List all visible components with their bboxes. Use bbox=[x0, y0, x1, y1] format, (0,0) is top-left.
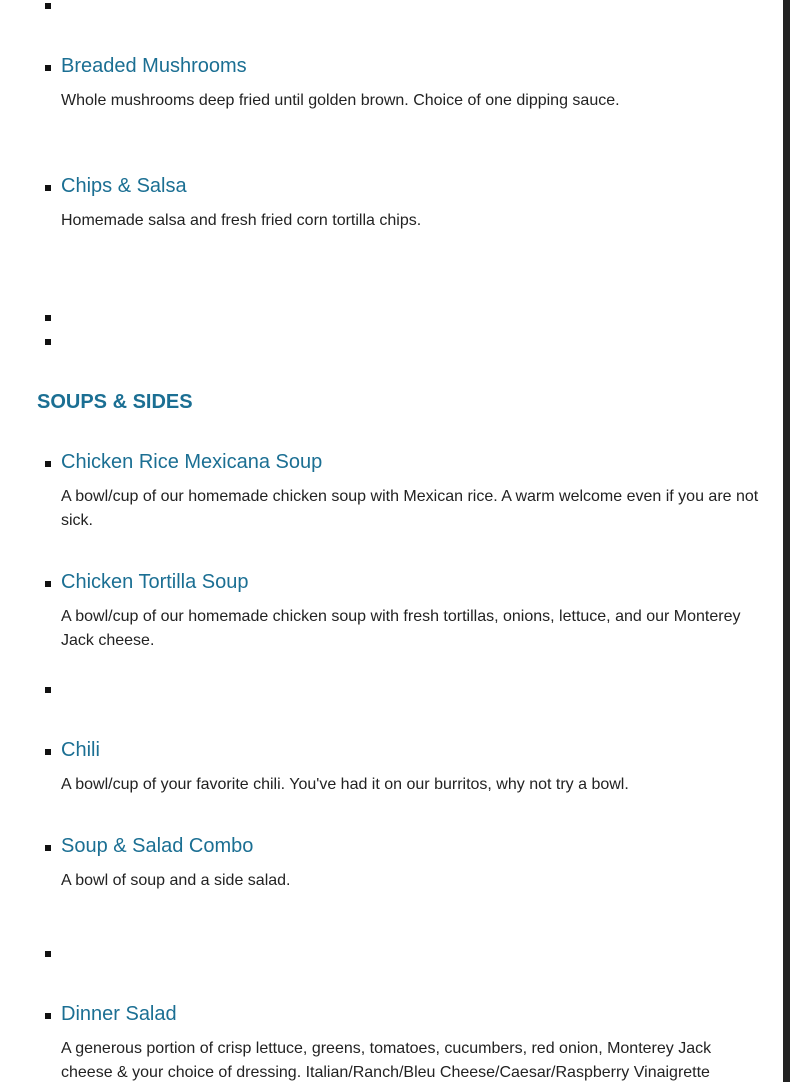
empty-list-bullet bbox=[45, 339, 51, 345]
list-item-bullet bbox=[45, 65, 51, 71]
list-item-bullet bbox=[45, 1013, 51, 1019]
menu-item-description-dinner-salad: A generous portion of crisp lettuce, greens, tomatoes, cucumbers, red onion, Monterey Jack cheese & your choice of dressing. Italian/Ranch/Bleu Cheese/Caesar/Raspberry Vinaigrette bbox=[61, 1040, 712, 1081]
menu-item-description-chili: A bowl/cup of your favorite chili. You've had it on our burritos, why not try a bowl. bbox=[61, 776, 629, 793]
empty-list-bullet bbox=[45, 687, 51, 693]
list-item-bullet bbox=[45, 461, 51, 467]
window-edge-bar bbox=[783, 0, 790, 1082]
list-item-bullet bbox=[45, 185, 51, 191]
section-heading-soups-sides: SOUPS & SIDES bbox=[37, 391, 193, 413]
menu-item-title-chicken-rice-mexicana-soup[interactable]: Chicken Rice Mexicana Soup bbox=[61, 451, 323, 473]
menu-item-description-chicken-rice-mexicana-soup: A bowl/cup of our homemade chicken soup with Mexican rice. A warm welcome even if you are not sick. bbox=[61, 488, 759, 529]
menu-item-title-soup-salad-combo[interactable]: Soup & Salad Combo bbox=[61, 835, 254, 857]
empty-list-bullet bbox=[45, 315, 51, 321]
menu-item-title-chicken-tortilla-soup[interactable]: Chicken Tortilla Soup bbox=[61, 571, 249, 593]
menu-item-title-dinner-salad[interactable]: Dinner Salad bbox=[61, 1003, 177, 1025]
menu-item-description-breaded-mushrooms: Whole mushrooms deep fried until golden brown. Choice of one dipping sauce. bbox=[61, 92, 620, 109]
empty-list-bullet bbox=[45, 951, 51, 957]
menu-item-title-chili[interactable]: Chili bbox=[61, 739, 100, 761]
menu-item-description-soup-salad-combo: A bowl of soup and a side salad. bbox=[61, 872, 291, 889]
list-item-bullet bbox=[45, 749, 51, 755]
empty-list-bullet bbox=[45, 3, 51, 9]
list-item-bullet bbox=[45, 581, 51, 587]
menu-item-title-breaded-mushrooms[interactable]: Breaded Mushrooms bbox=[61, 55, 247, 77]
menu-item-description-chicken-tortilla-soup: A bowl/cup of our homemade chicken soup with fresh tortillas, onions, lettuce, and our Monterey Jack cheese. bbox=[61, 608, 741, 649]
menu-item-title-chips-salsa[interactable]: Chips & Salsa bbox=[61, 175, 187, 197]
list-item-bullet bbox=[45, 845, 51, 851]
menu-item-description-chips-salsa: Homemade salsa and fresh fried corn tortilla chips. bbox=[61, 212, 422, 229]
